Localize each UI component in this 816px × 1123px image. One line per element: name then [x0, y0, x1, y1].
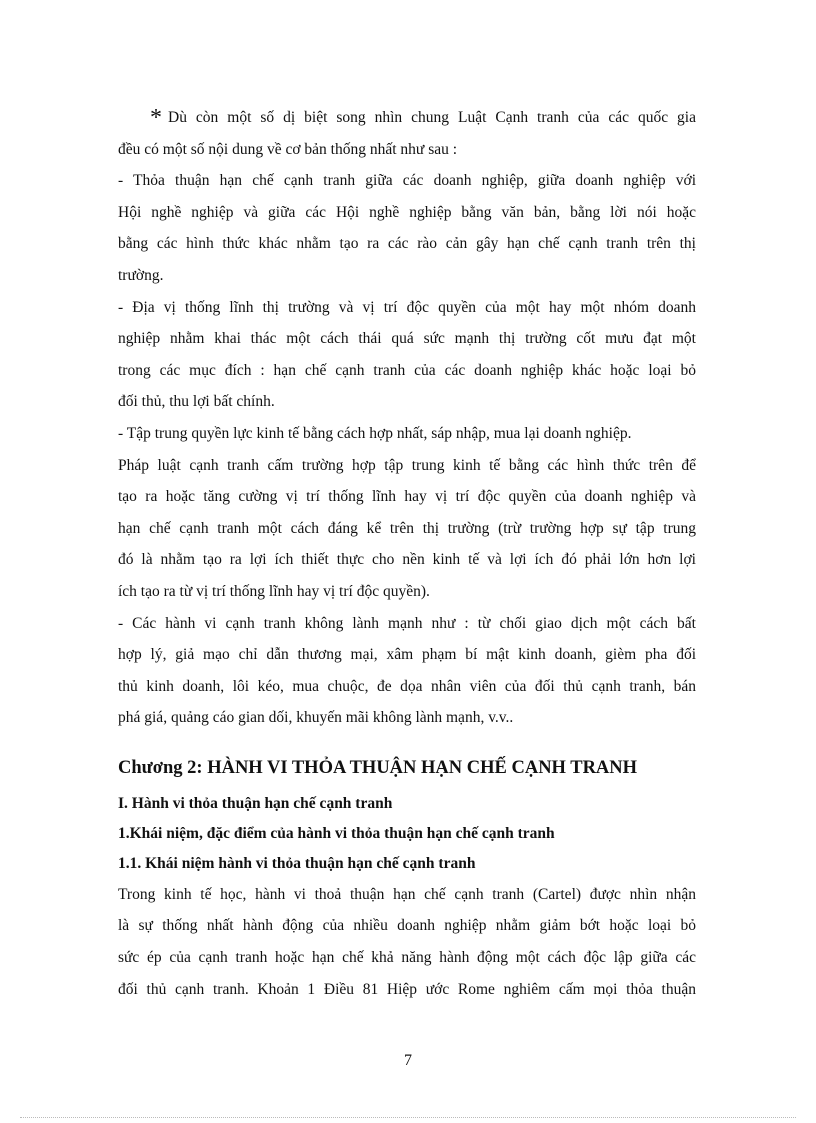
chapter-title: Chương 2: HÀNH VI THỎA THUẬN HẠN CHẾ CẠNH TRANH	[118, 757, 638, 778]
page-bottom-divider	[20, 1117, 796, 1118]
list-item-line: đối thủ, thu lợi bất chính.	[118, 393, 275, 411]
list-item-line: nghiệp nhằm khai thác một cách thái quá sức mạnh thị trường cốt mưu đạt một	[118, 330, 696, 348]
list-item-line: tạo ra hoặc tăng cường vị trí thống lĩnh hay vị trí độc quyền của doanh nghiệp và	[118, 488, 696, 506]
list-item-line: trường.	[118, 266, 164, 284]
asterisk-icon: *	[150, 105, 162, 131]
page-number: 7	[404, 1052, 412, 1069]
list-item-line: - Tập trung quyền lực kinh tế bằng cách hợp nhất, sáp nhập, mua lại doanh nghiệp.	[118, 424, 632, 442]
body-line: đối thủ cạnh tranh. Khoản 1 Điều 81 Hiệp ước Rome nghiêm cấm mọi thỏa thuận	[118, 980, 696, 998]
list-item-line: trong các mục đích : hạn chế cạnh tranh của các doanh nghiệp khác hoặc loại bỏ	[118, 361, 696, 379]
body-line: sức ép của cạnh tranh hoặc hạn chế khả năng hành động một cách độc lập giữa các	[118, 949, 696, 967]
list-item-line: - Thỏa thuận hạn chế cạnh tranh giữa các doanh nghiệp, giữa doanh nghiệp với	[118, 172, 696, 190]
list-item-line: - Các hành vi cạnh tranh không lành mạnh như : từ chối giao dịch một cách bất	[118, 614, 696, 632]
subsection-heading: 1.Khái niệm, đặc điểm của hành vi thỏa thuận hạn chế cạnh tranh	[118, 824, 555, 842]
page-content	[118, 102, 696, 1005]
subsubsection-heading: 1.1. Khái niệm hành vi thỏa thuận hạn chế cạnh tranh	[118, 854, 476, 872]
list-item-line: bằng các hình thức khác nhằm tạo ra các rào cản gây hạn chế cạnh tranh trên thị	[118, 235, 696, 253]
list-item-line: phá giá, quảng cáo gian dối, khuyến mãi không lành mạnh, v.v..	[118, 709, 514, 727]
list-item-line: đó là nhằm tạo ra lợi ích thiết thực cho nền kinh tế và lợi ích đó phải lớn hơn lợi	[118, 551, 696, 569]
list-item-line: hợp lý, giả mạo chỉ dẫn thương mại, xâm phạm bí mật kinh doanh, gièm pha đối	[118, 646, 696, 664]
list-item-line: Hội nghề nghiệp và giữa các Hội nghề nghiệp bằng văn bản, bằng lời nói hoặc	[118, 203, 696, 221]
list-item-line: - Địa vị thống lĩnh thị trường và vị trí độc quyền của một hay một nhóm doanh	[118, 298, 696, 316]
body-line: là sự thống nhất hành động của nhiều doanh nghiệp nhằm giảm bớt hoặc loại bỏ	[118, 917, 696, 935]
list-item-line: thủ kinh doanh, lôi kéo, mua chuộc, đe dọa nhân viên của đối thủ cạnh tranh, bán	[118, 677, 696, 695]
list-item-line: ích tạo ra từ vị trí thống lĩnh hay vị trí độc quyền).	[118, 582, 430, 600]
body-line: Trong kinh tế học, hành vi thoả thuận hạn chế cạnh tranh (Cartel) được nhìn nhận	[118, 885, 696, 903]
section-heading: I. Hành vi thỏa thuận hạn chế cạnh tranh	[118, 794, 393, 812]
list-item-line: Pháp luật cạnh tranh cấm trường hợp tập trung kinh tế bằng các hình thức trên để	[118, 456, 696, 474]
intro-line: * Dù còn một số dị biệt song nhìn chung Luật Cạnh tranh của các quốc gia	[150, 105, 696, 131]
list-item-line: hạn chế cạnh tranh một cách đáng kể trên thị trường (trừ trường hợp sự tập trung	[118, 519, 696, 537]
intro-line: đều có một số nội dung về cơ bản thống nhất như sau :	[118, 140, 458, 158]
